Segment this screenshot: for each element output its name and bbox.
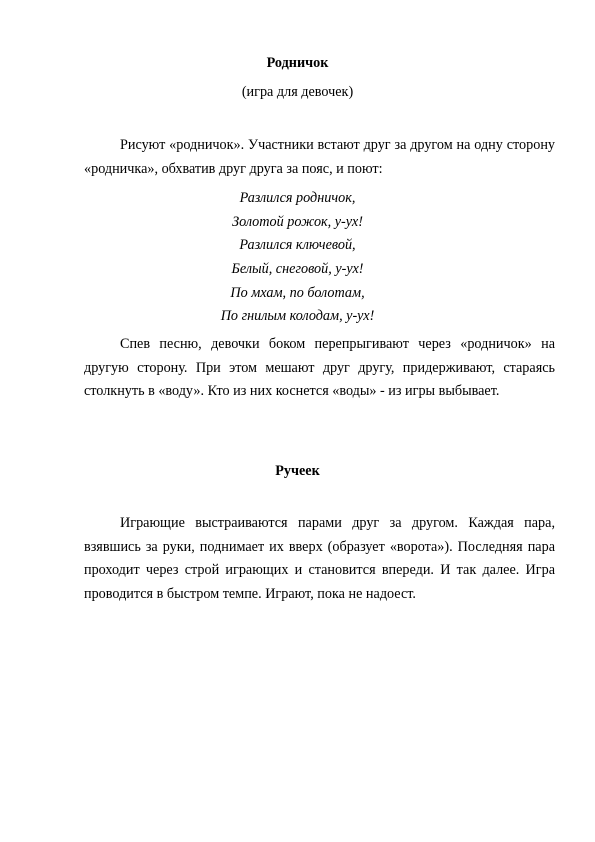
verse-line: Разлился ключевой, (239, 237, 356, 254)
verse-line: По гнилым колодам, у-ух! (220, 308, 375, 325)
intro-paragraph: Рисуют «родничок». Участники встают друг за другом на одну сторону «родничка», обхватив друг друга за пояс, и поют: (84, 137, 555, 177)
section-title-rodnichok: Родничок (266, 55, 329, 71)
verse-line: Белый, снеговой, у-ух! (231, 261, 364, 278)
section-subtitle: (игра для девочек) (241, 84, 354, 100)
verse-line: По мхам, по болотам, (230, 284, 365, 301)
section-title-rucheek: Ручеек (275, 463, 320, 479)
rules-paragraph: Спев песню, девочки боком перепрыгивают через «родничок» на другую сторону. При этом мешают друг другу, придерживают, стараясь столкнуть в «воду». Кто из них коснется «воды» - из игры выбывает. (84, 336, 555, 400)
verse-line: Золотой рожок, у-ух! (232, 213, 363, 230)
song-verse (0, 187, 595, 329)
rucheek-paragraph: Играющие выстраиваются парами друг за другом. Каждая пара, взявшись за руки, поднимает их вверх (образует «ворота»). Последняя пара проходит через строй играющих и становится впереди. И так далее. Игра проводится в быстром темпе. Играют, пока не надоест. (84, 515, 555, 603)
verse-line: Разлился родничок, (239, 190, 356, 206)
